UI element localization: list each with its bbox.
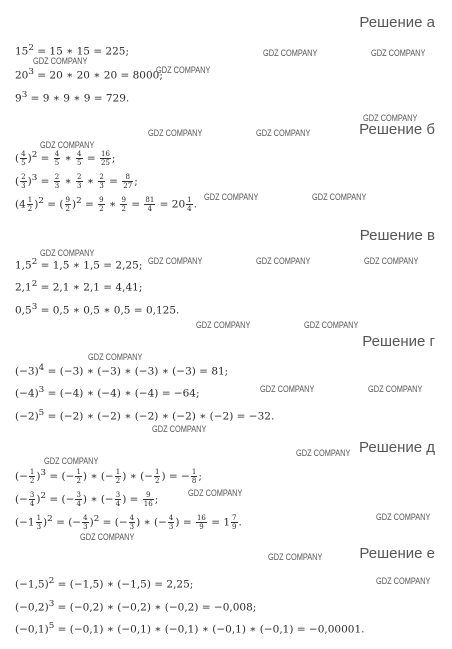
heading-v: Решение в: [359, 227, 435, 244]
equation-g1: $(-3)^4 = (-3)$ ∗ (−3) ∗ (−3) ∗ (−3) = 81;: [15, 363, 229, 378]
watermark: GDZ COMPANY: [256, 256, 311, 266]
equation-e3: $(-0,1)^5 = (-0,1)$ ∗ (−0,1) ∗ (−0,1) ∗ (−0,1) ∗ (−0,1) = −0,00001.: [15, 621, 365, 636]
equation-a3: $9^3 = 9$ ∗ 9 ∗ 9 = 729.: [15, 90, 130, 105]
watermark: GDZ COMPANY: [152, 424, 207, 434]
watermark: GDZ COMPANY: [256, 128, 311, 138]
watermark: GDZ COMPANY: [376, 576, 431, 586]
equation-g2: $(-4)^3 = (-4)$ ∗ (−4) ∗ (−4) = −64;: [15, 385, 200, 400]
equation-e2: $(-0,2)^3 = (-0,2)$ ∗ (−0,2) ∗ (−0,2) = −0,008;: [15, 599, 257, 614]
watermark: GDZ COMPANY: [148, 128, 203, 138]
watermark: GDZ COMPANY: [40, 140, 95, 150]
equation-b3: (4 $\frac{1}{2}$ )$^2$ = ( $\frac{9}{2}$ )$^2$ = $\frac{9}{2}$ ∗ $\frac{9}{2}$ = $\frac{81}{4}$ = 20 $\frac{1}{4}$ .: [15, 196, 197, 213]
watermark: GDZ COMPANY: [260, 384, 315, 394]
equation-b1: ( $\frac{4}{5}$ )$^2$ = $\frac{4}{5}$ ∗ $\frac{4}{5}$ = $\frac{16}{25}$ ;: [15, 150, 116, 167]
watermark: GDZ COMPANY: [88, 352, 143, 362]
watermark: GDZ COMPANY: [33, 56, 88, 66]
watermark: GDZ COMPANY: [156, 65, 211, 75]
watermark: GDZ COMPANY: [376, 512, 431, 522]
watermark: GDZ COMPANY: [368, 384, 423, 394]
watermark: GDZ COMPANY: [263, 48, 318, 58]
watermark: GDZ COMPANY: [204, 192, 259, 202]
heading-b: Решение б: [359, 121, 435, 138]
watermark: GDZ COMPANY: [80, 532, 135, 542]
watermark: GDZ COMPANY: [40, 248, 95, 258]
watermark: GDZ COMPANY: [44, 456, 99, 466]
watermark: GDZ COMPANY: [312, 192, 367, 202]
watermark: GDZ COMPANY: [196, 320, 251, 330]
watermark: GDZ COMPANY: [364, 256, 419, 266]
watermark: GDZ COMPANY: [304, 320, 359, 330]
watermark: GDZ COMPANY: [188, 488, 243, 498]
watermark: GDZ COMPANY: [371, 48, 426, 58]
equation-d1: (− $\frac{1}{2}$ )$^3$ = (− $\frac{1}{2}$ ) ∗ (− $\frac{1}{2}$ ) ∗ (− $\frac{1}{2}$ ) = − $\frac{1}{8}$ ;: [15, 468, 202, 485]
heading-d: Решение д: [359, 439, 435, 456]
watermark: GDZ COMPANY: [296, 448, 351, 458]
equation-v1: $1,5^2 = 1,5$ ∗ 1,5 = 2,25;: [15, 257, 143, 272]
equation-b2: ( $\frac{2}{3}$ )$^3$ = $\frac{2}{3}$ ∗ $\frac{2}{3}$ ∗ $\frac{2}{3}$ = $\frac{8}{27}$ ;: [15, 173, 138, 190]
equation-v2: $2,1^2 = 2,1$ ∗ 2,1 = 4,41;: [15, 279, 143, 294]
heading-e: Решение е: [359, 545, 435, 562]
heading-g: Решение г: [362, 333, 435, 350]
equation-e1: $(-1,5)^2 = (-1,5)$ ∗ (−1,5) = 2,25;: [15, 576, 194, 591]
heading-a: Решение а: [359, 14, 435, 31]
equation-a1: $15^2 = 15$ ∗ 15 = 225;: [15, 43, 130, 58]
equation-d2: (− $\frac{3}{4}$ )$^2$ = (− $\frac{3}{4}$ ) ∗ (− $\frac{3}{4}$ ) = $\frac{9}{16}$ ;: [15, 491, 159, 508]
equation-d3: (−1 $\frac{1}{3}$ )$^2$ = (− $\frac{4}{3}$ )$^2$ = (− $\frac{4}{3}$ ) ∗ (− $\frac{4}{3}$ ) = $\frac{16}{9}$ = 1 $\frac{7}{9}$ .: [15, 514, 242, 531]
equation-a2: $20^3 = 20$ ∗ 20 ∗ 20 = 8000;: [15, 67, 163, 82]
equation-v3: $0,5^3 = 0,5$ ∗ 0,5 ∗ 0,5 = 0,125.: [15, 302, 180, 317]
watermark: GDZ COMPANY: [148, 256, 203, 266]
equation-g3: $(-2)^5 = (-2)$ ∗ (−2) ∗ (−2) ∗ (−2) ∗ (−2) = −32.: [15, 408, 275, 423]
watermark: GDZ COMPANY: [363, 113, 418, 123]
watermark: GDZ COMPANY: [268, 552, 323, 562]
